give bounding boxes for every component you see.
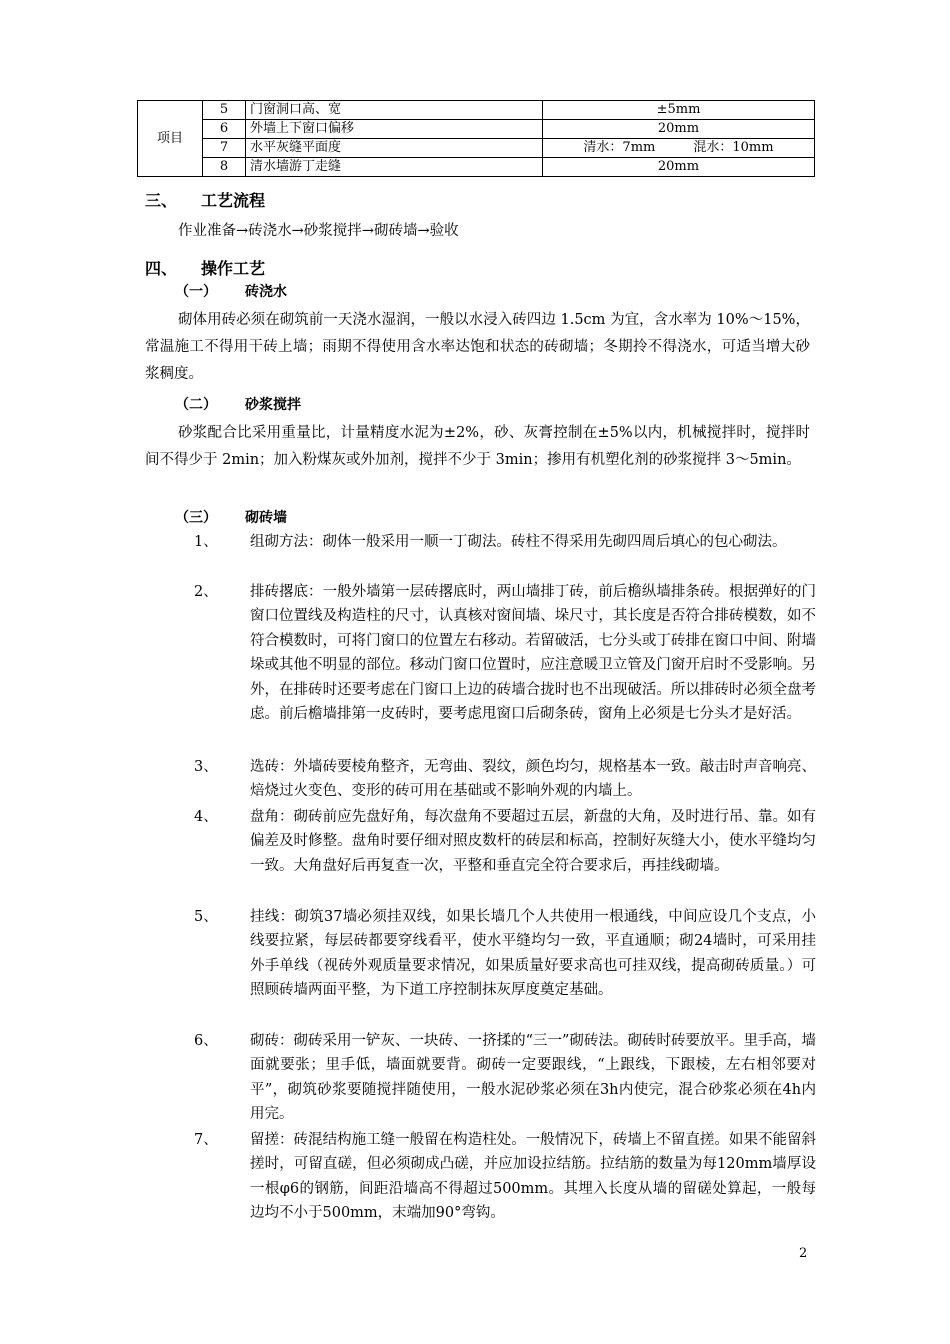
table-row (138, 139, 815, 158)
table-group-label: 项目 (138, 101, 203, 177)
subsection-title: 砖浇水 (245, 284, 287, 300)
list-item (194, 905, 816, 1003)
process-flow: 作业准备→砖浇水→砂浆搅拌→砌砖墙→验收 (178, 223, 459, 239)
table-cell-item: 外墙上下窗口偏移 (246, 120, 543, 139)
page-number: 2 (799, 1246, 808, 1261)
list-item-number: 3、 (194, 759, 218, 775)
table-row (138, 101, 815, 120)
list-item-text: 选砖：外墙砖要棱角整齐，无弯曲、裂纹，颜色均匀，规格基本一致。敲击时声音响亮、焙烧过火变色、变形的砖可用在基础或不影响外观的内墙上。 (250, 759, 816, 800)
tolerance-table (137, 100, 815, 177)
list-item (194, 755, 816, 804)
list-item-text: 盘角：砌砖前应先盘好角，每次盘角不要超过五层，新盘的大角，及时进行吊、靠。如有偏差及时修整。盘角时要仔细对照皮数杆的砖层和标高，控制好灰缝大小，使水平缝均匀一致。大角盘好后再复查一次，平整和垂直完全符合要求后，再挂线砌墙。 (250, 809, 816, 874)
list-item-text: 留搓：砖混结构施工缝一般留在构造柱处。一般情况下，砖墙上不留直搓。如果不能留斜搓时，可留直磋，但必须砌成凸磋，并应加设拉结筋。拉结筋的数量为每120mm墙厚设一根φ6的钢筋，间距沿墙高不得超过500mm。其埋入长度从墙的留磋处算起，一般每边均不小于500mm，末端加90°弯钩。 (250, 1132, 816, 1222)
section-title: 工艺流程 (201, 191, 266, 210)
table-cell-value (543, 139, 815, 158)
table-cell-value: 20mm (543, 158, 815, 177)
paragraph-mortar-mixing: 砂浆配合比采用重量比，计量精度水泥为±2%，砂、灰膏控制在±5%以内，机械搅拌时，搅拌时间不得少于 2min；加入粉煤灰或外加剂，搅拌不少于 3min；掺用有机塑化剂的砂浆搅拌 3～5min。 (145, 425, 810, 468)
list-item-text: 排砖撂底：一般外墙第一层砖撂底时，两山墙排丁砖，前后檐纵墙排条砖。根据弹好的门窗口位置线及构造柱的尺寸，认真核对窗间墙、垛尺寸，其长度是否符合排砖模数，如不符合模数时，可将门窗口的位置左右移动。若留破活，七分头或丁砖排在窗口中间、附墙垛或其他不明显的部位。移动门窗口位置时，应注意暖卫立管及门窗开启时不受影响。另外，在排砖时还要考虑在门窗口上边的砖墙合拢时也不出现破活。所以排砖时必须全盘考虑。前后檐墙排第一皮砖时，要考虑甩窗口后砌条砖，窗角上必须是七分头才是好活。 (250, 584, 816, 723)
subsection-1-heading (175, 281, 287, 301)
list-item (194, 1128, 816, 1226)
section-4-heading (145, 256, 265, 279)
subsection-number: （二） (175, 397, 217, 413)
table-cell-item: 清水墙游丁走缝 (246, 158, 543, 177)
list-item (194, 580, 816, 726)
table-cell-item: 水平灰缝平面度 (246, 139, 543, 158)
table-row (138, 158, 815, 177)
list-item (194, 1029, 816, 1127)
list-item-text: 组砌方法：砌体一般采用一顺一丁砌法。砖柱不得采用先砌四周后填心的包心砌法。 (250, 534, 787, 550)
list-item (194, 530, 816, 554)
subsection-title: 砂浆搅拌 (245, 397, 301, 413)
table-cell-no: 8 (203, 158, 246, 177)
list-item-number: 7、 (194, 1132, 218, 1148)
list-item-number: 2、 (194, 584, 218, 600)
subsection-number: （三） (175, 510, 217, 526)
table-cell-item: 门窗洞口高、宽 (246, 101, 543, 120)
section-number: 四、 (145, 259, 178, 278)
section-3-heading (145, 188, 265, 211)
list-item-number: 6、 (194, 1033, 218, 1049)
value-clear-wall: 清水：7mm (583, 140, 656, 155)
list-item-number: 5、 (194, 909, 218, 925)
subsection-2-heading (175, 394, 301, 414)
subsection-title: 砌砖墙 (245, 510, 287, 526)
table-row (138, 120, 815, 139)
paragraph-brick-watering: 砌体用砖必须在砌筑前一天浇水湿润，一般以水浸入砖四边 1.5cm 为宜，含水率为 10%～15%，常温施工不得用干砖上墙；雨期不得使用含水率达饱和状态的砖砌墙；冬期拎不得浇水，可适当增大砂浆稠度。 (145, 312, 810, 382)
list-item (194, 805, 816, 878)
list-item-number: 4、 (194, 809, 218, 825)
section-number: 三、 (145, 191, 178, 210)
list-item-text: 挂线：砌筑37墙必须挂双线，如果长墙几个人共使用一根通线，中间应设几个支点，小线要拉紧，每层砖都要穿线看平，使水平缝均匀一致，平直通顺；砌24墙时，可采用挂外手单线（视砖外观质量要求情况，如果质量好要求高也可挂双线，提高砌砖质量。）可照顾砖墙两面平整，为下道工序控制抹灰厚度奠定基础。 (250, 909, 816, 999)
table-cell-value: 20mm (543, 120, 815, 139)
subsection-number: （一） (175, 284, 217, 300)
list-item-text: 砌砖：砌砖采用一铲灰、一块砖、一挤揉的“三一”砌砖法。砌砖时砖要放平。里手高，墙面就要张；里手低，墙面就要背。砌砖一定要跟线，“上跟线，下跟棱，左右相邻要对平”，砌筑砂浆要随搅拌随使用，一般水泥砂浆必须在3h内使完，混合砂浆必须在4h内用完。 (250, 1033, 816, 1123)
subsection-3-heading (175, 507, 287, 527)
section-title: 操作工艺 (201, 259, 266, 278)
list-item-number: 1、 (194, 534, 218, 550)
table-cell-no: 7 (203, 139, 246, 158)
table-cell-no: 6 (203, 120, 246, 139)
value-mixed-wall: 混水：10mm (693, 140, 774, 155)
table-cell-no: 5 (203, 101, 246, 120)
table-cell-value: ±5mm (543, 101, 815, 120)
